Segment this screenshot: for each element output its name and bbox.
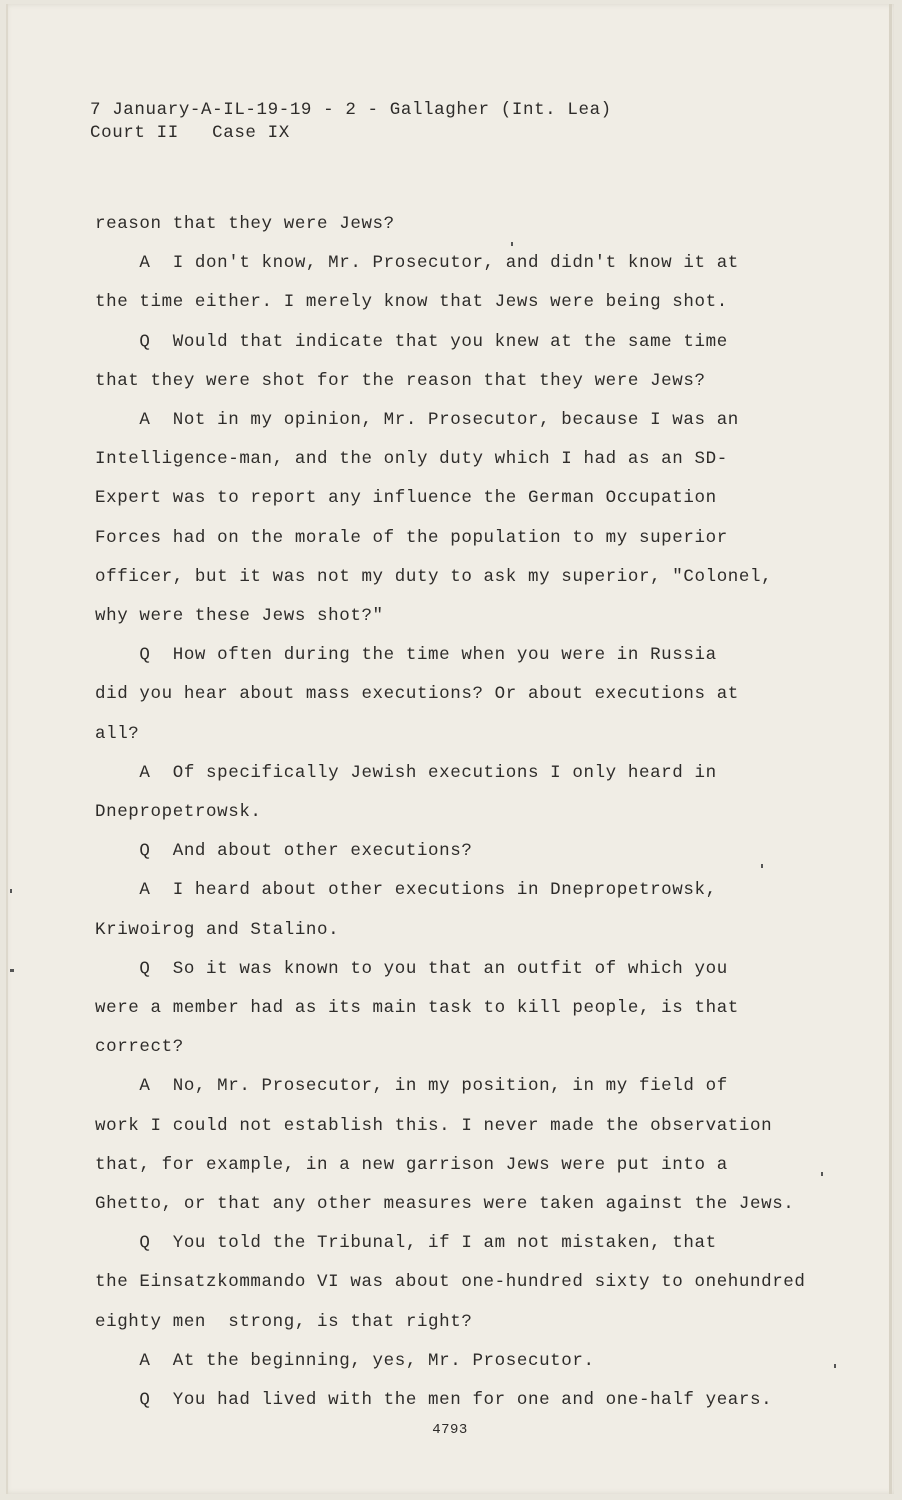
document-page: [6, 4, 894, 1494]
document-header: [90, 99, 612, 145]
transcript-line: Q And about other executions?: [95, 841, 473, 862]
stray-mark: [511, 242, 513, 246]
header-line-2: Court II Case IX: [90, 123, 290, 143]
transcript-line: Q Would that indicate that you knew at the same time: [95, 331, 728, 352]
transcript-line: A Of specifically Jewish executions I only heard in: [95, 762, 717, 783]
transcript-line: Q How often during the time when you were in Russia: [95, 645, 717, 666]
transcript-line: were a member had as its main task to kill people, is that: [95, 998, 739, 1018]
transcript-line: Expert was to report any influence the German Occupation: [95, 488, 717, 509]
transcript-line: A I heard about other executions in Dnepropetrowsk,: [95, 880, 717, 901]
transcript-line: Ghetto, or that any other measures were taken against the Jews.: [95, 1194, 795, 1214]
transcript-line: all?: [95, 723, 140, 744]
transcript-line: Q You told the Tribunal, if I am not mistaken, that: [95, 1233, 717, 1254]
header-line-1: 7 January-A-IL-19-19 - 2 - Gallagher (Int. Lea): [90, 100, 612, 120]
transcript-line: did you hear about mass executions? Or about executions at: [95, 684, 739, 705]
transcript-line: the Einsatzkommando VI was about one-hundred sixty to onehundred: [95, 1272, 806, 1293]
transcript-line: officer, but it was not my duty to ask my superior, "Colonel,: [95, 566, 773, 587]
transcript-line: the time either. I merely know that Jews were being shot.: [95, 292, 728, 313]
transcript-line: that, for example, in a new garrison Jews were put into a: [95, 1154, 728, 1175]
transcript-line: A Not in my opinion, Mr. Prosecutor, because I was an: [95, 410, 739, 430]
page-left-edge: [6, 4, 8, 1494]
transcript-body: [95, 214, 855, 1414]
transcript-line: A I don't know, Mr. Prosecutor, and didn't know it at: [95, 253, 739, 274]
transcript-line: Dnepropetrowsk.: [95, 802, 262, 822]
transcript-line: Q So it was known to you that an outfit of which you: [95, 958, 728, 979]
stray-mark: [10, 969, 14, 972]
transcript-line: Q You had lived with the men for one and one-half years.: [95, 1390, 773, 1410]
stray-mark: [834, 1364, 836, 1368]
transcript-line: Intelligence-man, and the only duty which I had as an SD-: [95, 449, 728, 470]
transcript-line: work I could not establish this. I never made the observation: [95, 1115, 773, 1136]
transcript-line: that they were shot for the reason that they were Jews?: [95, 370, 706, 391]
transcript-line: why were these Jews shot?": [95, 606, 384, 626]
page-number: 4793: [432, 1422, 468, 1438]
stray-mark: [821, 1172, 823, 1176]
transcript-line: Forces had on the morale of the population to my superior: [95, 527, 728, 548]
transcript-line: eighty men strong, is that right?: [95, 1311, 473, 1332]
transcript-line: reason that they were Jews?: [95, 214, 395, 234]
stray-mark: [761, 864, 763, 868]
transcript-line: A At the beginning, yes, Mr. Prosecutor.: [95, 1350, 595, 1371]
page-right-edge: [889, 4, 892, 1494]
transcript-line: correct?: [95, 1037, 184, 1058]
stray-mark: [10, 889, 12, 893]
transcript-line: A No, Mr. Prosecutor, in my position, in my field of: [95, 1076, 728, 1097]
transcript-line: Kriwoirog and Stalino.: [95, 919, 340, 940]
